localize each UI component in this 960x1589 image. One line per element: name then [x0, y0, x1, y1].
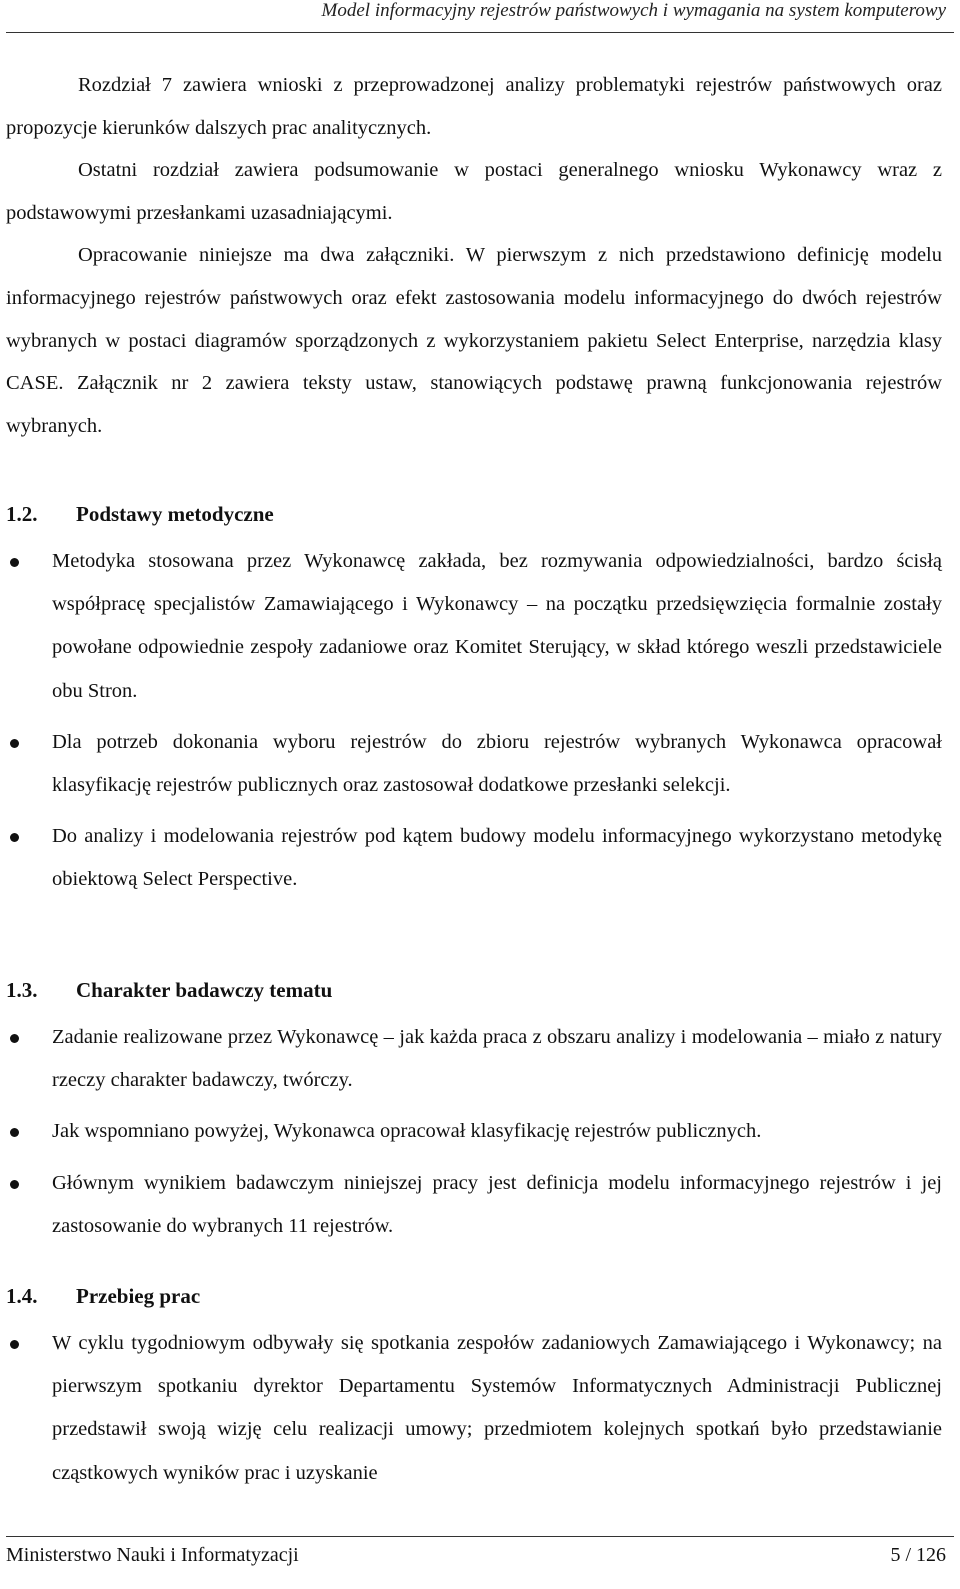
bullet-icon — [10, 1180, 19, 1189]
section-title: Przebieg prac — [76, 1284, 201, 1308]
intro-text — [6, 64, 942, 447]
bullet-icon — [10, 833, 19, 842]
list-item-text: Dla potrzeb dokonania wyboru rejestrów do zbioru rejestrów wybranych Wykonawca opracował klasyfikację rejestrów publicznych oraz zastosował dodatkowe przesłanki selekcji. — [52, 730, 942, 797]
section-title: Charakter badawczy tematu — [76, 978, 333, 1002]
section-number: 1.4. — [6, 1284, 38, 1308]
footer-organization: Ministerstwo Nauki i Informatyzacji — [6, 1544, 299, 1566]
section-number: 1.3. — [6, 978, 38, 1002]
page-number: 5 / 126 — [890, 1544, 946, 1566]
bullet-icon — [10, 1034, 19, 1043]
bullet-icon — [10, 739, 19, 748]
list-item-text: Do analizy i modelowania rejestrów pod kątem budowy modelu informacyjnego wykorzystano metodykę obiektową Select Perspective. — [52, 825, 942, 891]
bullet-list — [6, 1322, 942, 1503]
list-item-text: Głównym wynikiem badawczym niniejszej pracy jest definicja modelu informacyjnego rejestrów i jej zastosowanie do wybranych 11 rejestrów. — [52, 1171, 942, 1237]
section-heading — [6, 502, 274, 527]
footer-rule — [6, 1536, 954, 1537]
section-title: Podstawy metodyczne — [76, 502, 274, 526]
section-number: 1.2. — [6, 502, 38, 526]
list-item — [6, 540, 942, 713]
list-item — [6, 1016, 942, 1102]
list-item — [6, 1110, 942, 1153]
list-item — [6, 1162, 942, 1248]
list-item-text: Metodyka stosowana przez Wykonawcę zakłada, bez rozmywania odpowiedzialności, bardzo ścisłą współpracę specjalistów Zamawiającego i Wykonawcy – na początku przedsięwzięcia formalnie zostały powołane odpowiednie zespoły zadaniowe oraz Komitet Sterujący, w skład którego weszli przedstawiciele obu Stron. — [52, 550, 942, 702]
paragraph: Ostatni rozdział zawiera podsumowanie w postaci generalnego wniosku Wykonawcy wraz z podstawowymi przesłankami uzasadniającymi. — [6, 159, 942, 224]
bullet-list — [6, 540, 942, 910]
list-item-text: W cyklu tygodniowym odbywały się spotkania zespołów zadaniowych Zamawiającego i Wykonawcy; na pierwszym spotkaniu dyrektor Departamentu Systemów Informatycznych Administracji Publicznej przedstawił swoją wizję celu realizacji umowy; przedmiotem kolejnych spotkań było przedstawianie cząstkowych wyników prac i uzyskanie — [52, 1332, 942, 1484]
running-header: Model informacyjny rejestrów państwowych i wymagania na system komputerowy — [321, 0, 946, 21]
section-heading — [6, 978, 332, 1003]
list-item-text: Jak wspomniano powyżej, Wykonawca opracował klasyfikację rejestrów publicznych. — [52, 1120, 762, 1143]
paragraph: Rozdział 7 zawiera wnioski z przeprowadzonej analizy problematyki rejestrów państwowych oraz propozycje kierunków dalszych prac analitycznych. — [6, 74, 942, 139]
section-heading — [6, 1284, 200, 1309]
list-item-text: Zadanie realizowane przez Wykonawcę – jak każda praca z obszaru analizy i modelowania – miało z natury rzeczy charakter badawczy, twórczy. — [52, 1026, 942, 1092]
bullet-icon — [10, 1340, 19, 1349]
paragraph: Opracowanie niniejsze ma dwa załączniki. W pierwszym z nich przedstawiono definicję modelu informacyjnego rejestrów państwowych oraz efekt zastosowania modelu informacyjnego do dwóch rejestrów wybranych w postaci diagramów sporządzonych z wykorzystaniem pakietu Select Enterprise, narzędzia klasy CASE. Załącznik nr 2 zawiera teksty ustaw, stanowiących podstawę prawną funkcjonowania rejestrów wybranych. — [6, 244, 942, 437]
bullet-list — [6, 1016, 942, 1256]
list-item — [6, 815, 942, 901]
bullet-icon — [10, 1128, 19, 1137]
list-item — [6, 721, 942, 807]
header-rule — [6, 32, 954, 33]
bullet-icon — [10, 558, 19, 567]
list-item — [6, 1322, 942, 1495]
